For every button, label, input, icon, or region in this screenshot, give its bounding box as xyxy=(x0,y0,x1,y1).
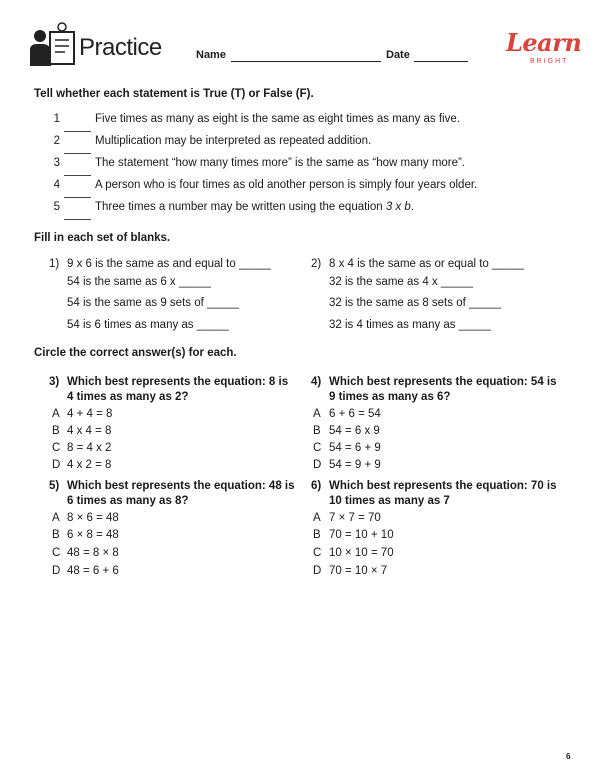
option-letter[interactable]: D xyxy=(52,565,61,577)
option-letter[interactable]: A xyxy=(52,408,60,420)
tf-statement: A person who is four times as old another person is simply four years older. xyxy=(95,179,478,191)
tf-statement-equation: 3 x b xyxy=(385,201,411,213)
tf-answer-blank[interactable] xyxy=(64,219,91,220)
fill-line: 8 x 4 is the same as or equal to _____ xyxy=(329,258,524,270)
fill-line: 32 is 4 times as many as _____ xyxy=(329,319,491,331)
option-text[interactable]: 48 = 6 + 6 xyxy=(67,565,119,577)
fill-line: 9 x 6 is the same as and equal to _____ xyxy=(67,258,271,270)
option-text[interactable]: 54 = 9 + 9 xyxy=(329,459,381,471)
option-letter[interactable]: C xyxy=(52,442,61,454)
question-text: Which best represents the equation: 70 is 10 times as many as 7 xyxy=(329,480,557,507)
question-number: 6) xyxy=(311,480,322,492)
option-letter[interactable]: A xyxy=(313,408,321,420)
teacher-board-icon xyxy=(28,22,76,70)
option-letter[interactable]: B xyxy=(313,425,321,437)
question-number: 3) xyxy=(49,376,60,388)
fill-line: 54 is the same as 9 sets of _____ xyxy=(67,297,239,309)
tf-number: 5 xyxy=(53,201,60,213)
question-text: Which best represents the equation: 48 is 6 times as many as 8? xyxy=(67,480,295,507)
tf-number: 3 xyxy=(53,157,60,169)
page-title: Practice xyxy=(79,34,162,61)
option-text[interactable]: 54 = 6 + 9 xyxy=(329,442,381,454)
question-text: Which best represents the equation: 8 is 4 times as many as 2? xyxy=(67,376,289,403)
option-letter[interactable]: D xyxy=(52,459,61,471)
option-text[interactable]: 4 + 4 = 8 xyxy=(67,408,113,420)
option-letter[interactable]: C xyxy=(313,547,322,559)
tf-number: 4 xyxy=(53,179,60,191)
option-letter[interactable]: B xyxy=(313,529,321,541)
option-text[interactable]: 70 = 10 × 7 xyxy=(329,565,388,577)
fill-set-number: 1) xyxy=(49,258,60,270)
fill-line: 54 is 6 times as many as _____ xyxy=(67,319,229,331)
option-text[interactable]: 4 x 4 = 8 xyxy=(67,425,112,437)
option-text[interactable]: 70 = 10 + 10 xyxy=(329,529,394,541)
tf-answer-blank[interactable] xyxy=(64,131,91,132)
option-letter[interactable]: A xyxy=(52,512,60,524)
date-field-line[interactable] xyxy=(414,61,468,62)
option-text[interactable]: 54 = 6 x 9 xyxy=(329,425,380,437)
tf-number: 2 xyxy=(53,135,60,147)
date-label: Date xyxy=(386,49,410,61)
question-number: 5) xyxy=(49,480,60,492)
option-text[interactable]: 10 × 10 = 70 xyxy=(329,547,394,559)
tf-statement xyxy=(95,201,414,213)
tf-statement-main: Three times a number may be written using the equation xyxy=(95,201,386,213)
fill-line: 32 is the same as 8 sets of _____ xyxy=(329,297,501,309)
option-letter[interactable]: C xyxy=(313,442,322,454)
tf-answer-blank[interactable] xyxy=(64,153,91,154)
option-letter[interactable]: A xyxy=(313,512,321,524)
option-text[interactable]: 4 x 2 = 8 xyxy=(67,459,112,471)
question-text: Which best represents the equation: 54 is 9 times as many as 6? xyxy=(329,376,557,403)
section1-heading: Tell whether each statement is True (T) or False (F). xyxy=(34,88,314,100)
name-label: Name xyxy=(196,49,226,61)
question-number: 4) xyxy=(311,376,322,388)
brand-logo: Learn xyxy=(506,28,582,57)
fill-line: 54 is the same as 6 x _____ xyxy=(67,276,211,288)
option-letter[interactable]: D xyxy=(313,459,322,471)
section3-heading: Circle the correct answer(s) for each. xyxy=(34,347,237,359)
option-text[interactable]: 6 × 8 = 48 xyxy=(67,529,119,541)
name-field-line[interactable] xyxy=(231,61,381,62)
fill-set-number: 2) xyxy=(311,258,322,270)
fill-line: 32 is the same as 4 x _____ xyxy=(329,276,473,288)
tf-answer-blank[interactable] xyxy=(64,175,91,176)
option-letter[interactable]: B xyxy=(52,425,60,437)
page-number: 6 xyxy=(566,752,571,761)
option-text[interactable]: 8 = 4 x 2 xyxy=(67,442,112,454)
tf-statement: Multiplication may be interpreted as repeated addition. xyxy=(95,135,372,147)
option-text[interactable]: 8 × 6 = 48 xyxy=(67,512,119,524)
option-letter[interactable]: C xyxy=(52,547,61,559)
option-letter[interactable]: D xyxy=(313,565,322,577)
option-letter[interactable]: B xyxy=(52,529,60,541)
section2-heading: Fill in each set of blanks. xyxy=(34,232,171,244)
tf-answer-blank[interactable] xyxy=(64,197,91,198)
tf-statement-end: . xyxy=(410,201,414,213)
brand-logo-sub: BRIGHT xyxy=(530,58,569,65)
tf-statement: The statement “how many times more” is the same as “how many more”. xyxy=(95,157,466,169)
tf-number: 1 xyxy=(53,113,60,125)
option-text[interactable]: 6 + 6 = 54 xyxy=(329,408,381,420)
option-text[interactable]: 7 × 7 = 70 xyxy=(329,512,381,524)
option-text[interactable]: 48 = 8 × 8 xyxy=(67,547,119,559)
tf-statement: Five times as many as eight is the same as eight times as many as five. xyxy=(95,113,460,125)
